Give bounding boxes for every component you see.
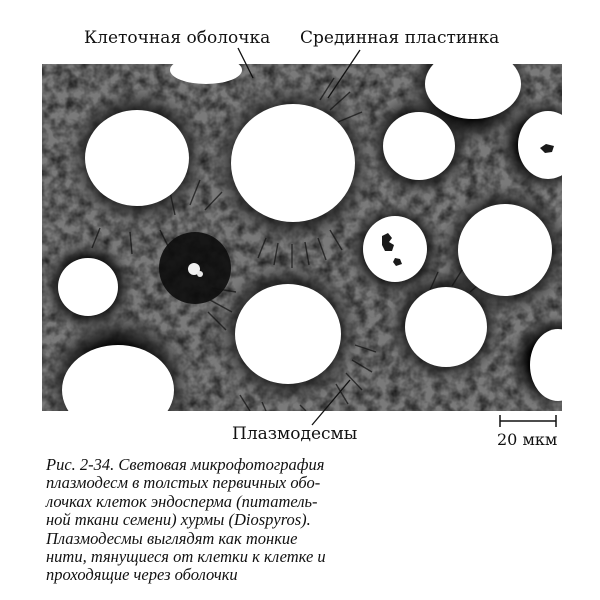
caption-line: плазмодесм в толстых первичных обо-: [46, 473, 321, 493]
caption-line: Плазмодесмы выглядят как тонкие: [46, 528, 298, 548]
middle-lamella-label: Срединная пластинка: [300, 28, 500, 48]
caption-line: лочках клеток эндосперма (питатель-: [46, 491, 318, 511]
caption-line: Рис. 2-34. Световая микрофотография: [46, 455, 325, 474]
scale-bar: [500, 415, 556, 427]
micrograph-tissue: [42, 23, 600, 460]
caption-line: ной ткани семени) хурмы (Diospyros).: [46, 510, 311, 530]
scale-bar-label: 20 мкм: [497, 430, 558, 449]
plasmodesmata-label: Плазмодесмы: [232, 424, 358, 444]
caption-line: проходящие через оболочки: [46, 565, 238, 585]
caption-line: нити, тянущиеся от клетки к клетке и: [46, 547, 326, 567]
cell-wall-label: Клеточная оболочка: [84, 28, 271, 48]
figure-caption: [46, 456, 566, 585]
